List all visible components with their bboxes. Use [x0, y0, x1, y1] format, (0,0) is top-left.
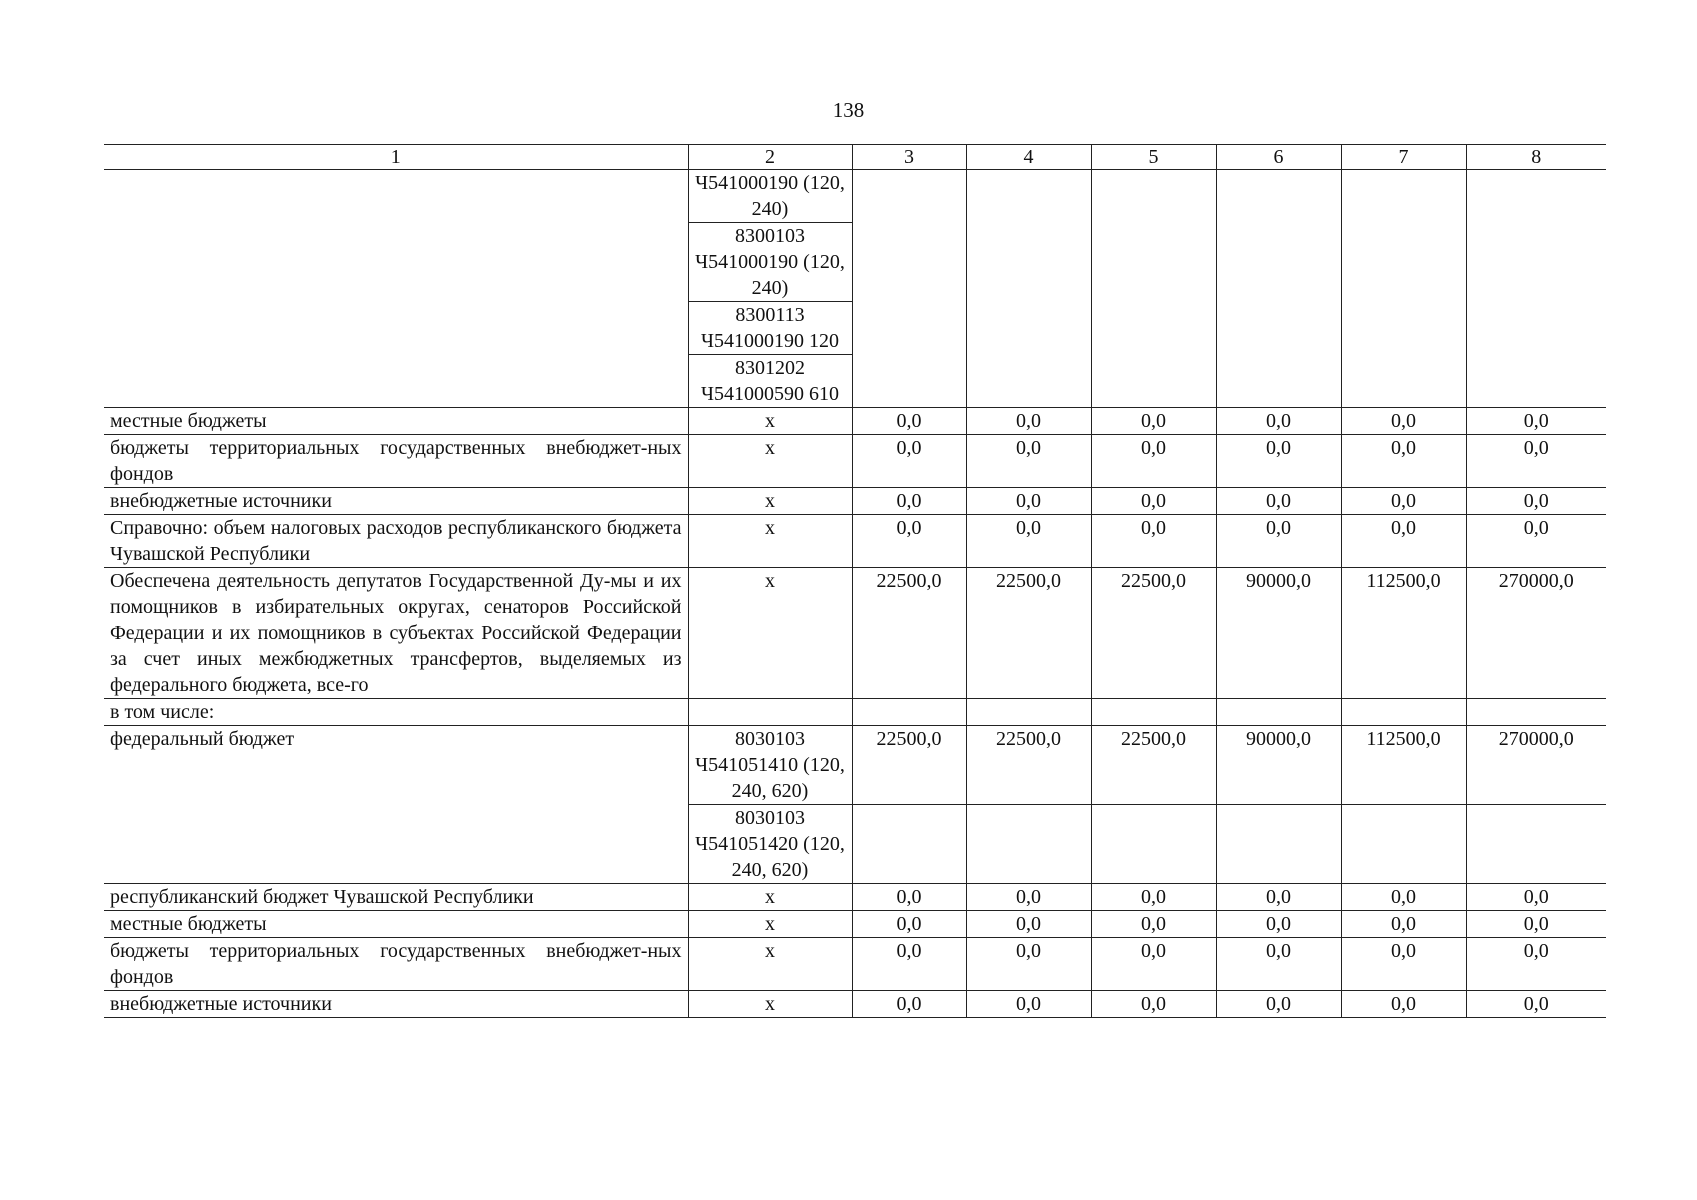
column-header: 8	[1466, 145, 1606, 170]
budget-code-cell: x	[688, 991, 852, 1018]
value-cell: 0,0	[1466, 408, 1606, 435]
value-cell: 0,0	[1216, 408, 1341, 435]
value-cell: 0,0	[1091, 488, 1216, 515]
table-row	[104, 170, 1606, 223]
table-row	[104, 568, 1606, 699]
value-cell: 90000,0	[1216, 568, 1341, 699]
value-cell: 22500,0	[1091, 568, 1216, 699]
row-label: в том числе:	[104, 699, 688, 726]
row-label: Справочно: объем налоговых расходов республиканского бюджета Чувашской Республики	[104, 515, 688, 568]
budget-code-cell: x	[688, 408, 852, 435]
budget-code-cell: x	[688, 884, 852, 911]
empty-label-cell	[104, 170, 688, 408]
column-header: 1	[104, 145, 688, 170]
value-cell: 112500,0	[1341, 726, 1466, 805]
value-cell: 0,0	[1216, 435, 1341, 488]
empty-cell	[852, 170, 966, 408]
value-cell: 0,0	[1216, 938, 1341, 991]
value-cell: 0,0	[966, 488, 1091, 515]
budget-code-cell	[688, 699, 852, 726]
value-cell: 0,0	[1466, 515, 1606, 568]
row-label: Обеспечена деятельность депутатов Государственной Ду-мы и их помощников в избирательных округах, сенаторов Российской Федерации и их помощников в субъектах Российской Федерации за счет иных межбюджетных трансфертов, выделяемых из федерального бюджета, все-го	[104, 568, 688, 699]
value-cell: 0,0	[966, 515, 1091, 568]
budget-code-cell: x	[688, 911, 852, 938]
empty-cell	[1341, 805, 1466, 884]
table-row	[104, 911, 1606, 938]
value-cell: 0,0	[1466, 884, 1606, 911]
column-header: 4	[966, 145, 1091, 170]
value-cell: 0,0	[1466, 991, 1606, 1018]
value-cell: 0,0	[966, 435, 1091, 488]
empty-cell	[852, 805, 966, 884]
empty-cell	[966, 170, 1091, 408]
budget-code-cell: 8030103 Ч541051420 (120, 240, 620)	[688, 805, 852, 884]
empty-cell	[1091, 170, 1216, 408]
value-cell: 0,0	[1341, 884, 1466, 911]
value-cell	[1216, 699, 1341, 726]
empty-cell	[1466, 805, 1606, 884]
value-cell	[966, 699, 1091, 726]
empty-cell	[966, 805, 1091, 884]
value-cell: 22500,0	[966, 568, 1091, 699]
value-cell: 0,0	[1341, 408, 1466, 435]
value-cell	[852, 699, 966, 726]
value-cell: 0,0	[1466, 911, 1606, 938]
budget-table	[104, 144, 1606, 1018]
budget-code-cell: x	[688, 515, 852, 568]
table-row	[104, 991, 1606, 1018]
empty-cell	[1216, 805, 1341, 884]
empty-cell	[1216, 170, 1341, 408]
value-cell: 0,0	[966, 911, 1091, 938]
row-label: бюджеты территориальных государственных внебюджет-ных фондов	[104, 435, 688, 488]
value-cell: 0,0	[852, 911, 966, 938]
value-cell: 22500,0	[966, 726, 1091, 805]
budget-code-cell: 8300113 Ч541000190 120	[688, 302, 852, 355]
value-cell: 0,0	[1091, 938, 1216, 991]
column-header: 2	[688, 145, 852, 170]
budget-code-cell: x	[688, 488, 852, 515]
column-header: 7	[1341, 145, 1466, 170]
value-cell: 112500,0	[1341, 568, 1466, 699]
table-row	[104, 435, 1606, 488]
header-row	[104, 145, 1606, 170]
value-cell: 0,0	[852, 408, 966, 435]
value-cell	[1091, 699, 1216, 726]
table-row	[104, 726, 1606, 805]
row-label: бюджеты территориальных государственных внебюджет-ных фондов	[104, 938, 688, 991]
value-cell: 0,0	[1091, 991, 1216, 1018]
value-cell: 0,0	[852, 991, 966, 1018]
column-header: 5	[1091, 145, 1216, 170]
value-cell: 0,0	[966, 991, 1091, 1018]
value-cell: 0,0	[1216, 911, 1341, 938]
row-label: внебюджетные источники	[104, 488, 688, 515]
page-number: 138	[832, 98, 865, 122]
value-cell: 0,0	[852, 938, 966, 991]
value-cell: 0,0	[1341, 488, 1466, 515]
value-cell: 0,0	[1091, 515, 1216, 568]
value-cell: 0,0	[1466, 938, 1606, 991]
table-row	[104, 408, 1606, 435]
value-cell: 0,0	[1216, 884, 1341, 911]
value-cell: 22500,0	[852, 568, 966, 699]
empty-cell	[1341, 170, 1466, 408]
value-cell	[1341, 699, 1466, 726]
row-label: федеральный бюджет	[104, 726, 688, 884]
value-cell: 0,0	[966, 408, 1091, 435]
row-label: местные бюджеты	[104, 408, 688, 435]
value-cell: 0,0	[1216, 488, 1341, 515]
value-cell: 0,0	[852, 884, 966, 911]
value-cell: 0,0	[1341, 911, 1466, 938]
value-cell: 270000,0	[1466, 726, 1606, 805]
value-cell: 0,0	[966, 884, 1091, 911]
value-cell: 0,0	[1341, 515, 1466, 568]
budget-code-cell: 8300103 Ч541000190 (120, 240)	[688, 223, 852, 302]
value-cell: 0,0	[852, 435, 966, 488]
table-row	[104, 515, 1606, 568]
value-cell: 0,0	[1091, 884, 1216, 911]
row-label: республиканский бюджет Чувашской Республики	[104, 884, 688, 911]
value-cell: 0,0	[852, 515, 966, 568]
table-row	[104, 488, 1606, 515]
column-header: 6	[1216, 145, 1341, 170]
budget-code-cell: 8301202 Ч541000590 610	[688, 355, 852, 408]
value-cell: 0,0	[1341, 938, 1466, 991]
value-cell: 22500,0	[1091, 726, 1216, 805]
value-cell: 0,0	[1216, 991, 1341, 1018]
value-cell: 90000,0	[1216, 726, 1341, 805]
value-cell: 0,0	[852, 488, 966, 515]
value-cell: 0,0	[1216, 515, 1341, 568]
row-label: внебюджетные источники	[104, 991, 688, 1018]
value-cell: 0,0	[1466, 488, 1606, 515]
table-row	[104, 699, 1606, 726]
empty-cell	[1466, 170, 1606, 408]
value-cell: 22500,0	[852, 726, 966, 805]
value-cell	[1466, 699, 1606, 726]
budget-code-cell: 8030103 Ч541051410 (120, 240, 620)	[688, 726, 852, 805]
value-cell: 270000,0	[1466, 568, 1606, 699]
value-cell: 0,0	[1466, 435, 1606, 488]
budget-code-cell: x	[688, 568, 852, 699]
value-cell: 0,0	[966, 938, 1091, 991]
budget-code-cell: Ч541000190 (120, 240)	[688, 170, 852, 223]
table-row	[104, 938, 1606, 991]
empty-cell	[1091, 805, 1216, 884]
budget-code-cell: x	[688, 938, 852, 991]
budget-code-cell: x	[688, 435, 852, 488]
table-row	[104, 884, 1606, 911]
row-label: местные бюджеты	[104, 911, 688, 938]
value-cell: 0,0	[1091, 435, 1216, 488]
column-header: 3	[852, 145, 966, 170]
value-cell: 0,0	[1091, 408, 1216, 435]
value-cell: 0,0	[1341, 991, 1466, 1018]
value-cell: 0,0	[1341, 435, 1466, 488]
value-cell: 0,0	[1091, 911, 1216, 938]
